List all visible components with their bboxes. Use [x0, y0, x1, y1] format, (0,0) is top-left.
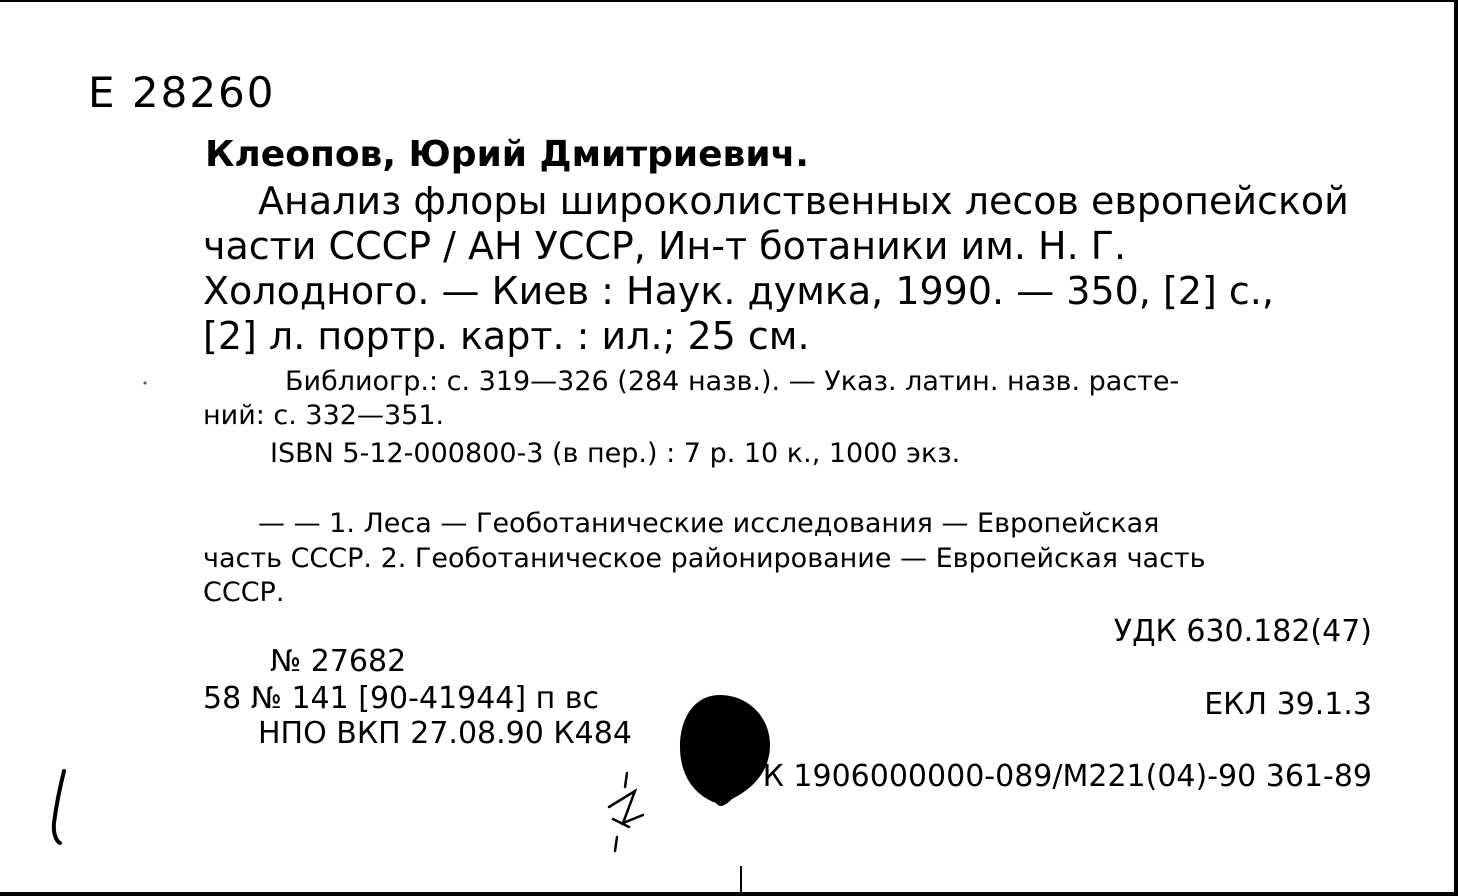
bottom-tick-mark — [736, 864, 746, 894]
author-heading: Клеопов, Юрий Дмитриевич. — [205, 134, 809, 175]
subject-line-2: часть СССР. 2. Геоботаническое районирование — Европейская часть — [203, 543, 1206, 574]
handwritten-mark-center — [595, 767, 655, 857]
npo-line: НПО ВКП 27.08.90 К484 — [258, 716, 632, 751]
note-line-2: ний: с. 332—351. — [203, 400, 445, 431]
inventory-number: № 27682 — [270, 644, 407, 679]
udk-line: УДК 630.182(47) — [1113, 614, 1372, 649]
call-number: Е 28260 — [88, 68, 276, 117]
isbn-line: ISBN 5-12-000800-3 (в пер.) : 7 р. 10 к., 1000 экз. — [270, 438, 961, 469]
note-line-1: Библиогр.: с. 319—326 (284 назв.). — Указ. латин. назв. расте- — [285, 366, 1180, 397]
ekl-line: ЕКЛ 39.1.3 — [1204, 687, 1372, 722]
subject-line-3: СССР. — [203, 577, 285, 608]
ink-blot — [670, 687, 780, 812]
title-line-1 — [258, 179, 1378, 223]
title-line-1-text — [258, 179, 1378, 223]
handwritten-mark-left — [40, 767, 80, 847]
title-line-3: Холодного. — Киев : Наук. думка, 1990. — 350, [2] с., — [203, 269, 1274, 313]
speck-mark — [142, 380, 148, 386]
title-line-1-span: Анализ флоры широколиственных лесов европейской — [258, 179, 1349, 223]
subject-line-1: — — 1. Леса — Геоботанические исследования — Европейская — [258, 508, 1160, 539]
title-line-2: части СССР / АН УССР, Ин-т ботаники им. Н. Г. — [203, 224, 1127, 268]
code-line: К 1906000000-089/М221(04)-90 361-89 — [762, 759, 1372, 794]
title-line-4: [2] л. портр. карт. : ил.; 25 см. — [203, 314, 810, 358]
order-line: 58 № 141 [90-41944] п вс — [203, 681, 599, 716]
